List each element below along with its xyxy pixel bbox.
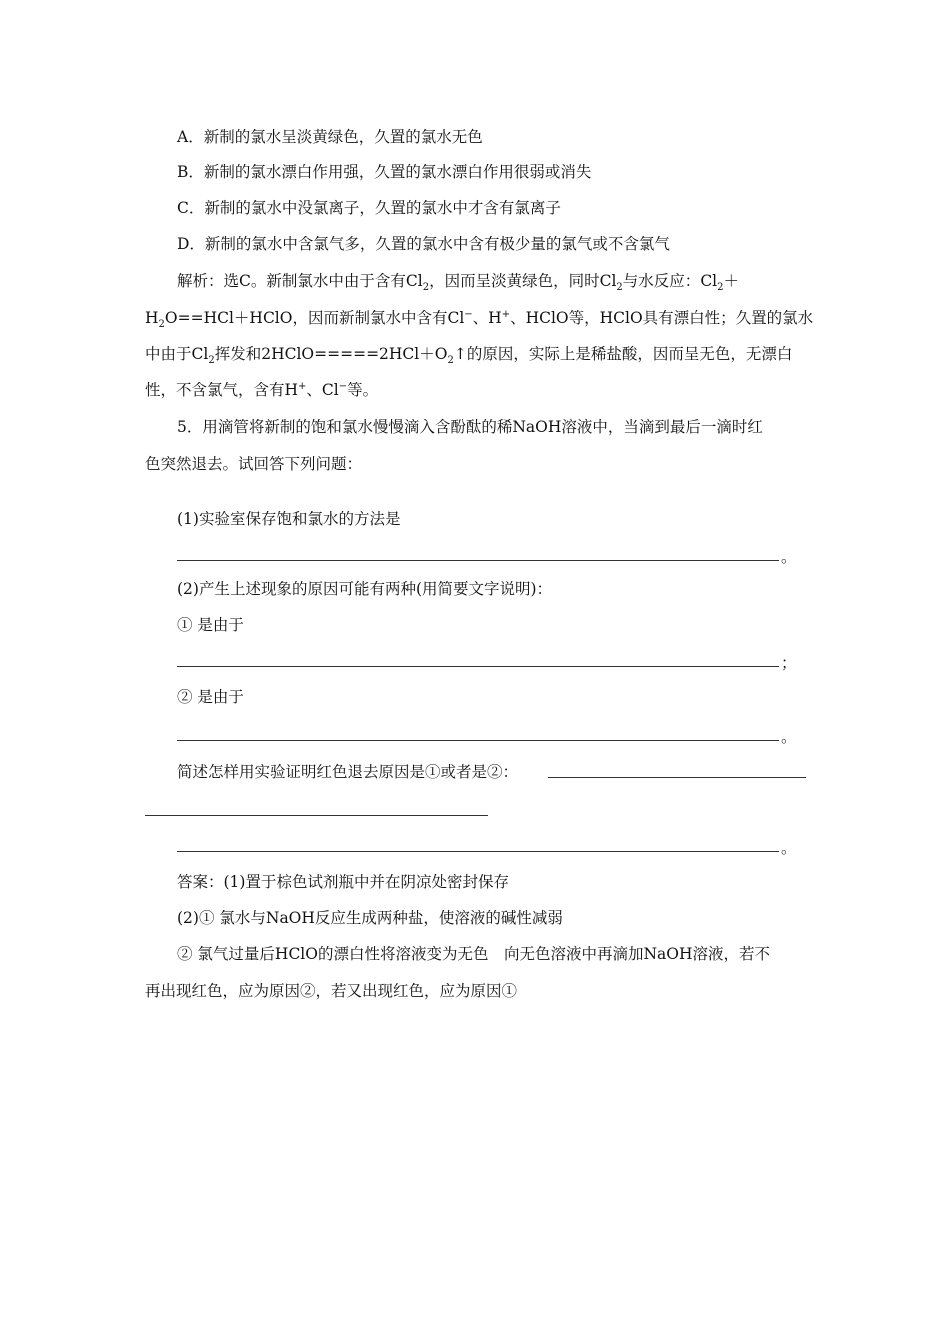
blank-6-end-mark: 。 [781,839,797,857]
question-5-line-1: 5．用滴管将新制的饱和氯水慢慢滴入含酚酞的稀NaOH溶液中，当滴到最后一滴时红 [177,418,763,436]
option-c: C．新制的氯水中没氯离子，久置的氯水中才含有氯离子 [177,199,561,217]
explanation-line-3: 中由于$Cl_2$挥发和$2HClO=====2HCl+O_2↑$的原因，实际上是稀盐酸，因而呈无色，无漂白 [145,345,793,367]
blank-2-end-mark: ； [781,654,797,672]
reason-2-label: ② 是由于 [177,688,244,706]
experiment-prompt: 简述怎样用实验证明红色退去原因是①或者是②： [177,763,519,781]
sub-question-1: (1)实验室保存饱和氯水的方法是 [177,510,401,528]
option-b: B．新制的氯水漂白作用强，久置的氯水漂白作用很弱或消失 [177,163,592,181]
explanation-line-2: $H_2O==HCl+HClO$，因而新制氯水中含有Cl−、H+、HClO等，HClO具有漂白性；久置的氯水 [145,308,814,331]
answer-blank-6[interactable] [177,851,779,852]
answer-blank-5[interactable] [145,815,488,816]
option-a: A．新制的氯水呈淡黄绿色，久置的氯水无色 [177,128,483,146]
answer-blank-1[interactable] [177,560,779,561]
answer-line-4: 再出现红色，应为原因②，若又出现红色，应为原因① [145,982,518,1000]
option-d: D．新制的氯水中含氯气多，久置的氯水中含有极少量的氯气或不含氯气 [177,235,670,253]
explanation-line-1: 解析：选C。新制氯水中由于含有$Cl_2$，因而呈淡黄绿色，同时$Cl_2$与水反应：$Cl_2+$ [177,272,740,294]
question-5-line-2: 色突然退去。试回答下列问题： [145,455,363,473]
answer-line-2: (2)① 氯水与NaOH反应生成两种盐，使溶液的碱性减弱 [177,909,563,927]
explanation-line-4: 性，不含氯气，含有H+、Cl−等。 [145,380,379,399]
blank-1-end-mark: 。 [781,548,797,566]
answer-line-1: 答案：(1)置于棕色试剂瓶中并在阴凉处密封保存 [177,873,509,891]
answer-blank-4[interactable] [548,777,806,778]
answer-blank-3[interactable] [177,740,779,741]
answer-blank-2[interactable] [177,666,779,667]
answer-line-3: ② 氯气过量后HClO的漂白性将溶液变为无色 向无色溶液中再滴加NaOH溶液，若不 [177,945,770,963]
blank-3-end-mark: 。 [781,728,797,746]
sub-question-2: (2)产生上述现象的原因可能有两种(用简要文字说明)： [177,580,553,598]
reason-1-label: ① 是由于 [177,616,244,634]
